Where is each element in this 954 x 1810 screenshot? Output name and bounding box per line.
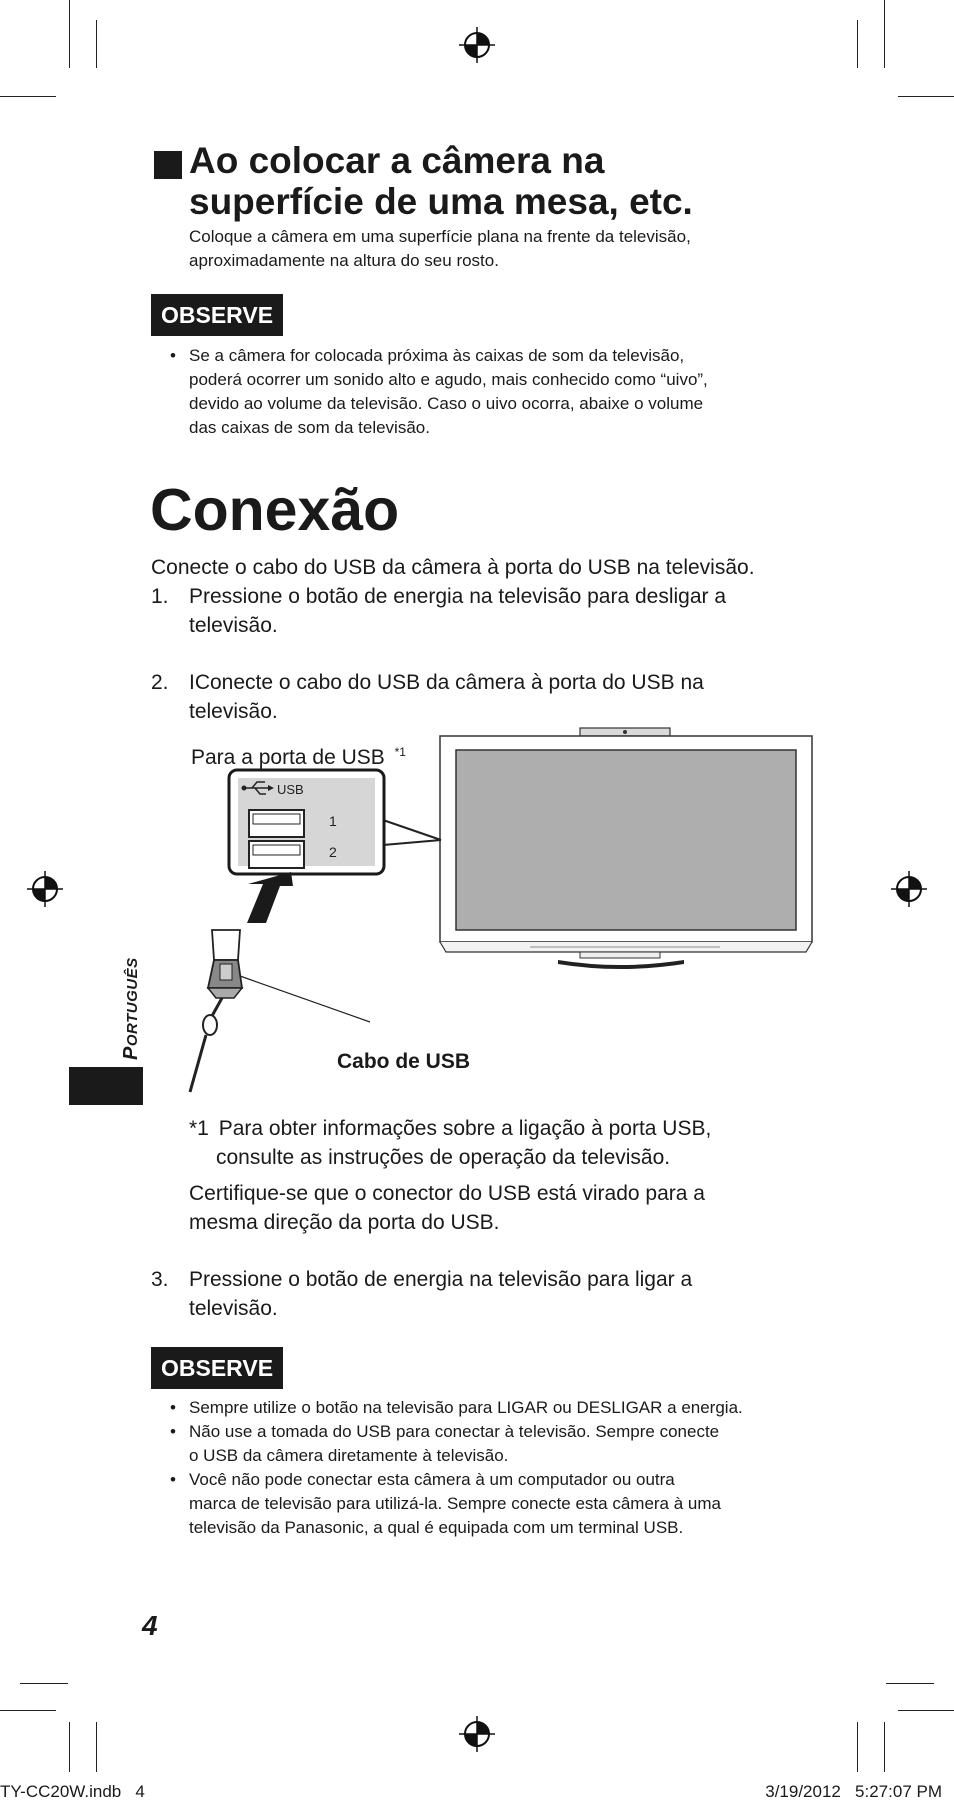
crop-mark xyxy=(857,20,858,68)
bullet-line: Você não pode conectar esta câmera à um computador ou outra xyxy=(189,1470,675,1489)
language-tab-cap: P xyxy=(120,1046,142,1060)
usb-text: USB xyxy=(277,782,304,797)
observe-label: OBSERVE xyxy=(151,294,283,336)
step-line: IConecte o cabo do USB da câmera à porta do USB na xyxy=(189,671,704,694)
step-text xyxy=(189,668,704,726)
step-line: televisão. xyxy=(189,1297,278,1320)
certify-line: mesma direção da porta do USB. xyxy=(189,1211,500,1234)
certify-line: Certifique-se que o conector do USB está virado para a xyxy=(189,1182,705,1205)
description-line: aproximadamente na altura do seu rosto. xyxy=(189,251,499,270)
port-number: 1 xyxy=(329,813,337,829)
observe-label: OBSERVE xyxy=(151,1347,283,1389)
description-line: Coloque a câmera em uma superfície plana na frente da televisão, xyxy=(189,227,691,246)
registration-mark-icon xyxy=(457,1714,497,1754)
bullet-dot: • xyxy=(170,1422,176,1441)
bullet-line: marca de televisão para utilizá-la. Sempre conecte esta câmera à uma xyxy=(189,1494,721,1513)
crop-mark xyxy=(898,96,954,97)
footer-timestamp: 3/19/2012 5:27:07 PM xyxy=(765,1782,942,1801)
page-title: Conexão xyxy=(150,477,400,543)
crop-mark xyxy=(884,1722,885,1772)
section-title-line: superfície de uma mesa, etc. xyxy=(189,181,693,222)
page-number: 4 xyxy=(142,1610,158,1641)
crop-mark xyxy=(0,96,56,97)
bullet-line: devido ao volume da televisão. Caso o uivo ocorra, abaixe o volume xyxy=(189,394,704,413)
language-tab xyxy=(69,1067,143,1105)
television-illustration xyxy=(440,728,812,969)
note-bullet xyxy=(170,344,708,440)
registration-mark-icon xyxy=(457,25,497,65)
footnote-ref: *1 xyxy=(394,745,406,759)
bullet-line: Se a câmera for colocada próxima às caixas de som da televisão, xyxy=(189,346,685,365)
section-title xyxy=(189,140,693,222)
bullet-line: Sempre utilize o botão na televisão para LIGAR ou DESLIGAR a energia. xyxy=(189,1398,743,1417)
crop-mark xyxy=(69,1722,70,1772)
crop-mark xyxy=(96,20,97,68)
footer-file-info: TY-CC20W.indb 4 xyxy=(0,1782,145,1801)
bullet-line: Não use a tomada do USB para conectar à televisão. Sempre conecte xyxy=(189,1422,720,1441)
intro-text: Conecte o cabo do USB da câmera à porta do USB na televisão. xyxy=(151,556,755,579)
language-tab-rest: ORTUGUÊS xyxy=(124,957,141,1047)
bullet-line: poderá ocorrer um sonido alto e agudo, mais conhecido como “uivo”, xyxy=(189,370,708,389)
usb-port-panel xyxy=(229,770,384,874)
bullet-dot: • xyxy=(170,1470,176,1489)
step-number: 2. xyxy=(151,671,169,694)
crop-mark xyxy=(857,1722,858,1772)
step-line: Pressione o botão de energia na televisão para desligar a xyxy=(189,585,727,608)
note-bullet xyxy=(170,1468,721,1540)
language-tab-label xyxy=(120,957,143,1060)
bullet-line: o USB da câmera diretamente à televisão. xyxy=(189,1446,509,1465)
note-bullet xyxy=(170,1420,720,1468)
tv-usb-connection-illustration xyxy=(150,720,820,1100)
registration-mark-icon xyxy=(889,869,929,909)
bullet-dot: • xyxy=(170,1398,176,1417)
section-square-icon xyxy=(154,151,182,179)
footnote xyxy=(189,1114,711,1172)
crop-mark xyxy=(20,1683,68,1684)
insert-arrow-icon xyxy=(247,872,293,923)
footnote-line: Para obter informações sobre a ligação à porta USB, xyxy=(218,1117,712,1140)
bullet-line: das caixas de som da televisão. xyxy=(189,418,430,437)
step-number: 3. xyxy=(151,1268,169,1291)
footnote-line: consulte as instruções de operação da televisão. xyxy=(216,1146,671,1169)
step-text xyxy=(189,1265,692,1323)
certify-text xyxy=(189,1179,705,1237)
step-line: televisão. xyxy=(189,700,278,723)
cable-label: Cabo de USB xyxy=(337,1050,471,1073)
bullet-dot: • xyxy=(170,346,176,365)
crop-mark xyxy=(884,0,885,68)
crop-mark xyxy=(886,1683,934,1684)
section-title-line: Ao colocar a câmera na xyxy=(189,140,605,181)
bullet-line: televisão da Panasonic, a qual é equipada com um terminal USB. xyxy=(189,1518,684,1537)
footnote-marker: *1 xyxy=(189,1117,209,1140)
registration-mark-icon xyxy=(25,869,65,909)
step-line: televisão. xyxy=(189,614,278,637)
crop-mark xyxy=(69,0,70,68)
crop-mark xyxy=(898,1710,954,1711)
step-text xyxy=(189,582,726,640)
crop-mark xyxy=(96,1722,97,1772)
note-bullet xyxy=(170,1396,743,1420)
port-label-text: Para a porta de USB xyxy=(191,746,385,769)
port-number: 2 xyxy=(329,844,337,860)
step-line: Pressione o botão de energia na televisão para ligar a xyxy=(189,1268,693,1291)
step-number: 1. xyxy=(151,585,169,608)
section-description xyxy=(189,225,691,273)
usb-plug-illustration xyxy=(190,930,242,1092)
crop-mark xyxy=(0,1710,56,1711)
